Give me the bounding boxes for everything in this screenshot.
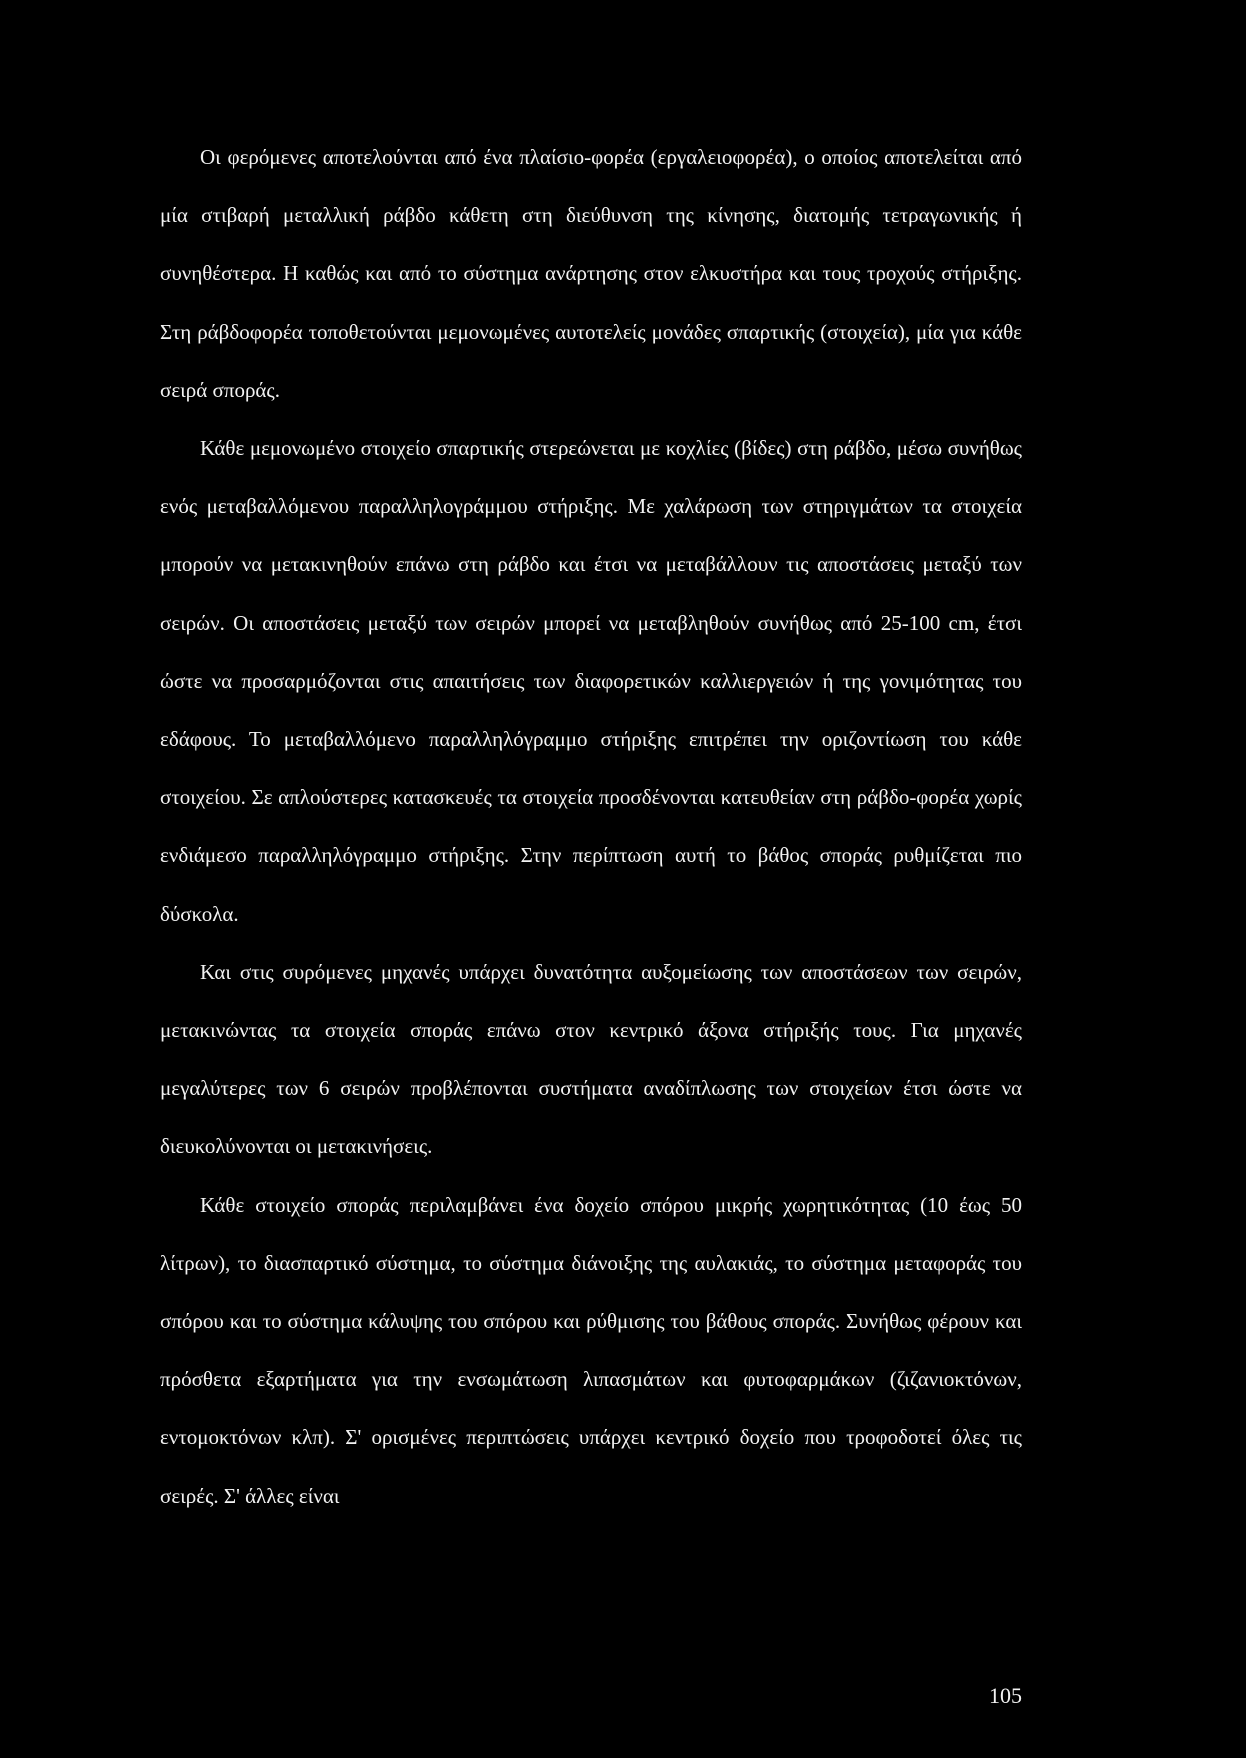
paragraph-3: Και στις συρόμενες μηχανές υπάρχει δυνατότητα αυξομείωσης των αποστάσεων των σειρών, μετακινώντας τα στοιχεία σποράς επάνω στον κεντρικό άξονα στήριξής τους. Για μηχανές μεγαλύτερες των 6 σειρών προβλέπονται συστήματα αναδίπλωσης των στοιχείων έτσι ώστε να διευκολύνονται οι μετακινήσεις. — [160, 959, 1022, 1159]
document-body — [160, 128, 1022, 1525]
paragraph-4: Κάθε στοιχείο σποράς περιλαμβάνει ένα δοχείο σπόρου μικρής χωρητικότητας (10 έως 50 λίτρων), το διασπαρτικό σύστημα, το σύστημα διάνοιξης της αυλακιάς, το σύστημα μεταφοράς του σπόρου και το σύστημα κάλυψης του σπόρου και ρύθμισης του βάθους σποράς. Συνήθως φέρουν και πρόσθετα εξαρτήματα για την ενσωμάτωση λιπασμάτων και φυτοφαρμάκων (ζιζανιοκτόνων, εντομοκτόνων κλπ). Σ' ορισμένες περιπτώσεις υπάρχει κεντρικό δοχείο που τροφοδοτεί όλες τις σειρές. Σ' άλλες είναι — [160, 1192, 1022, 1508]
paragraph-1: Οι φερόμενες αποτελούνται από ένα πλαίσιο-φορέα (εργαλειοφορέα), ο οποίος αποτελείται από μία στιβαρή μεταλλική ράβδο κάθετη στη διεύθυνση της κίνησης, διατομής τετραγωνικής ή συνηθέστερα. Η καθώς και από το σύστημα ανάρτησης στον ελκυστήρα και τους τροχούς στήριξης. Στη ράβδοφορέα τοποθετούνται μεμονωμένες αυτοτελείς μονάδες σπαρτικής (στοιχεία), μία για κάθε σειρά σποράς. — [160, 145, 1022, 402]
paragraph-2: Κάθε μεμονωμένο στοιχείο σπαρτικής στερεώνεται με κοχλίες (βίδες) στη ράβδο, μέσω συνήθως ενός μεταβαλλόμενου παραλληλογράμμου στήριξης. Με χαλάρωση των στηριγμάτων τα στοιχεία μπορούν να μετακινηθούν επάνω στη ράβδο και έτσι να μεταβάλλουν τις αποστάσεις μεταξύ των σειρών. Οι αποστάσεις μεταξύ των σειρών μπορεί να μεταβληθούν συνήθως από 25-100 cm, έτσι ώστε να προσαρμόζονται στις απαιτήσεις των διαφορετικών καλλιεργειών ή της γονιμότητας του εδάφους. Το μεταβαλλόμενο παραλληλόγραμμο στήριξης επιτρέπει την οριζοντίωση του κάθε στοιχείου. Σε απλούστερες κατασκευές τα στοιχεία προσδένονται κατευθείαν στη ράβδο-φορέα χωρίς ενδιάμεσο παραλληλόγραμμο στήριξης. Στην περίπτωση αυτή το βάθος σποράς ρυθμίζεται πιο δύσκολα. — [160, 436, 1022, 926]
page-number: 105 — [989, 1683, 1022, 1708]
